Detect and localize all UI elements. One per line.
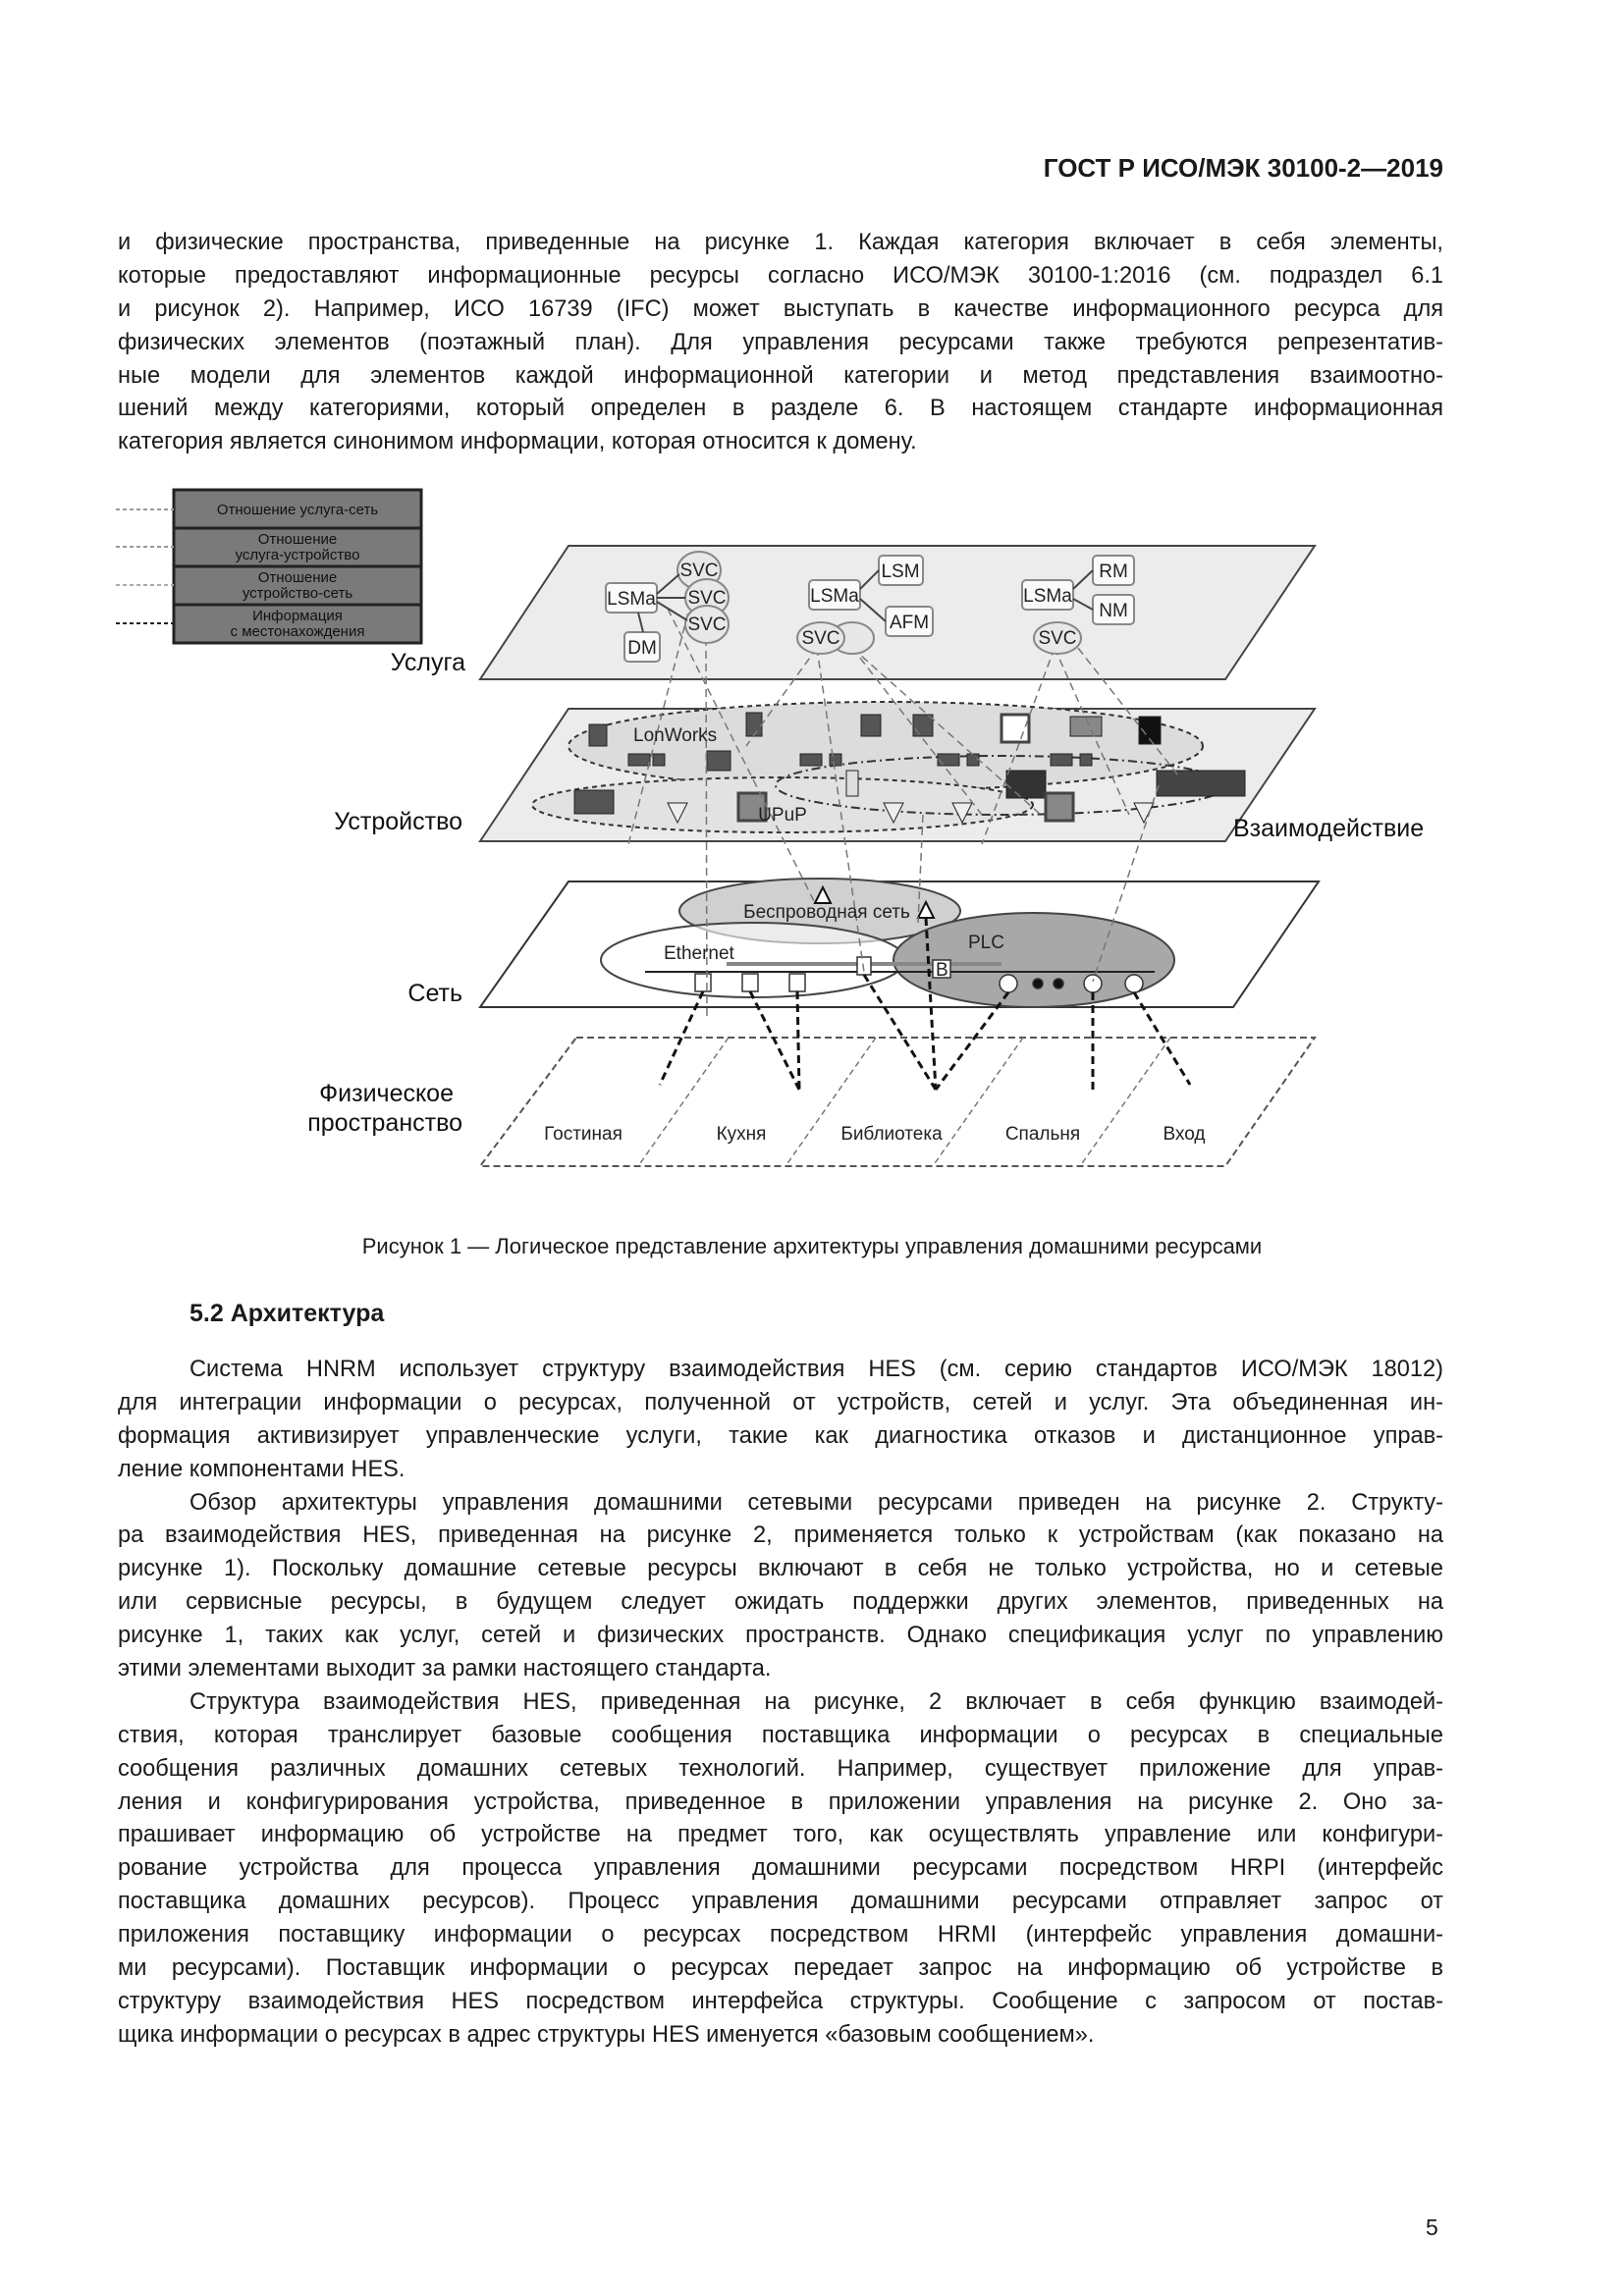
room-label: Библиотека [840, 1124, 943, 1145]
room-label: Вход [1163, 1124, 1206, 1145]
wireless-label: Беспроводная сеть [743, 902, 910, 923]
service-node: LSMa [607, 589, 656, 610]
legend-item: устройство-сеть [242, 585, 353, 602]
room-label: Гостиная [544, 1124, 623, 1145]
text-line: рисунке 1, таких как услуг, сетей и физических пространств. Однако спецификация услуг по управлению [118, 1623, 1443, 1649]
room-label: Кухня [716, 1124, 767, 1145]
physical-plane [480, 1038, 1315, 1166]
service-node: LSM [881, 561, 920, 582]
text-line: ствия, которая транслирует базовые сообщения поставщика информации о ресурсах в специальные [118, 1722, 1443, 1748]
legend-item: Отношение [257, 569, 338, 586]
bridge-label: B [936, 960, 948, 981]
legend [116, 490, 421, 643]
text-line: этими элементами выходит за рамки настоящего стандарта. [118, 1656, 772, 1682]
svc-node: SVC [1038, 628, 1077, 649]
text-line: щика информации о ресурсах в адрес структуры HES именуется «базовым сообщением». [118, 2021, 1095, 2048]
section-body [118, 1354, 1443, 2053]
text-line: структуру взаимодействия HES посредством интерфейса структуры. Сообщение с запросом от постав- [118, 1988, 1443, 2014]
intro-paragraph [118, 227, 1443, 459]
text-line: и рисунок 2). Например, ИСО 16739 (IFC) может выступать в качестве информационного ресурса для [118, 295, 1443, 322]
document-header: ГОСТ Р ИСО/МЭК 30100-2—2019 [1043, 153, 1443, 183]
page-number: 5 [1426, 2215, 1438, 2240]
service-node: AFM [889, 613, 930, 633]
text-line: сообщения различных домашних сетевых технологий. Например, существует приложение для управ- [118, 1755, 1443, 1782]
upup-label: UPuP [758, 805, 807, 826]
text-line: ми ресурсами). Поставщик информации о ресурсах передает запрос на информацию об устройстве в [118, 1955, 1443, 1982]
section-title: 5.2 Архитектура [189, 1300, 385, 1327]
service-node: RM [1099, 561, 1128, 582]
text-line: ление компонентами HES. [118, 1456, 406, 1482]
legend-item: Отношение [257, 531, 338, 548]
layer-label-physical: Физическое [319, 1080, 454, 1107]
text-line: рисунке 1). Поскольку домашние сетевые ресурсы включают в себя не только устройства, но и сетевые [118, 1556, 1443, 1582]
text-line: категория является синонимом информации, которая относится к домену. [118, 429, 917, 455]
interaction-label: Взаимодействие [1233, 815, 1425, 842]
svc-node: SVC [679, 561, 719, 581]
ethernet-label: Ethernet [664, 943, 734, 964]
text-line: для интеграции информации о ресурсах, полученной от устройств, сетей и услуг. Эта объединенная ин- [118, 1389, 1443, 1415]
text-line: приложения поставщику информации о ресурсах посредством HRMI (интерфейс управления домашни- [118, 1922, 1443, 1949]
text-line: шений между категориями, который определен в разделе 6. В настоящем стандарте информационная [118, 396, 1443, 422]
service-node: NM [1099, 601, 1128, 621]
service-node: LSMa [810, 586, 859, 607]
text-line: физических элементов (поэтажный план). Для управления ресурсами также требуются репрезентатив- [118, 329, 1443, 355]
text-line: формация активизирует управленческие услуги, такие как диагностика отказов и дистанционное управ- [118, 1422, 1443, 1449]
lonworks-label: LonWorks [633, 725, 718, 746]
text-line: или сервисные ресурсы, в будущем следует ожидать поддержки других элементов, приведенных на [118, 1589, 1443, 1616]
figure-caption: Рисунок 1 — Логическое представление архитектуры управления домашними ресурсами [361, 1234, 1263, 1258]
text-line: поставщика домашних ресурсов). Процесс управления домашними ресурсами отправляет запрос от [118, 1889, 1443, 1915]
layer-label-physical: пространство [307, 1109, 462, 1137]
plc-label: PLC [968, 933, 1004, 953]
service-node: LSMa [1023, 586, 1072, 607]
text-line: ные модели для элементов каждой информационной категории и метод представления взаимоотно- [118, 362, 1443, 389]
room-label: Спальня [1004, 1124, 1081, 1145]
text-line: и физические пространства, приведенные на рисунке 1. Каждая категория включает в себя элементы, [118, 230, 1443, 255]
text-line: которые предоставляют информационные ресурсы согласно ИСО/МЭК 30100-1:2016 (см. подраздел 6.1 [118, 262, 1443, 289]
svc-node: SVC [687, 588, 727, 609]
layer-label-device: Устройство [334, 808, 462, 835]
text-line: Структура взаимодействия HES, приведенная на рисунке, 2 включает в себя функцию взаимодей- [189, 1688, 1443, 1715]
architecture-figure [0, 471, 1624, 1198]
svc-node: SVC [801, 628, 840, 649]
text-line: ра взаимодействия HES, приведенная на рисунке 2, применяется только к устройствам (как показано на [118, 1522, 1443, 1549]
layer-label-network: Сеть [407, 980, 462, 1007]
svc-node: SVC [687, 614, 727, 635]
legend-item: с местонахождения [230, 623, 365, 640]
legend-item: услуга-устройство [235, 547, 360, 563]
service-node: DM [627, 638, 657, 659]
layer-label-service: Услуга [390, 649, 465, 676]
legend-item: Отношение услуга-сеть [216, 502, 379, 518]
text-line: Система HNRM использует структуру взаимодействия HES (см. серию стандартов ИСО/МЭК 18012) [189, 1357, 1443, 1382]
text-line: рование устройства для процесса управления домашними ресурсами посредством HRPI (интерфейс [118, 1855, 1443, 1882]
text-line: Обзор архитектуры управления домашними сетевыми ресурсами приведен на рисунке 2. Структу- [189, 1489, 1443, 1516]
legend-item: Информация [252, 608, 343, 624]
text-line: ления и конфигурирования устройства, приведенное в приложении управления на рисунке 2. Оно за- [118, 1789, 1443, 1815]
text-line: прашивает информацию об устройстве на предмет того, как осуществлять управление или конфигури- [118, 1822, 1443, 1848]
